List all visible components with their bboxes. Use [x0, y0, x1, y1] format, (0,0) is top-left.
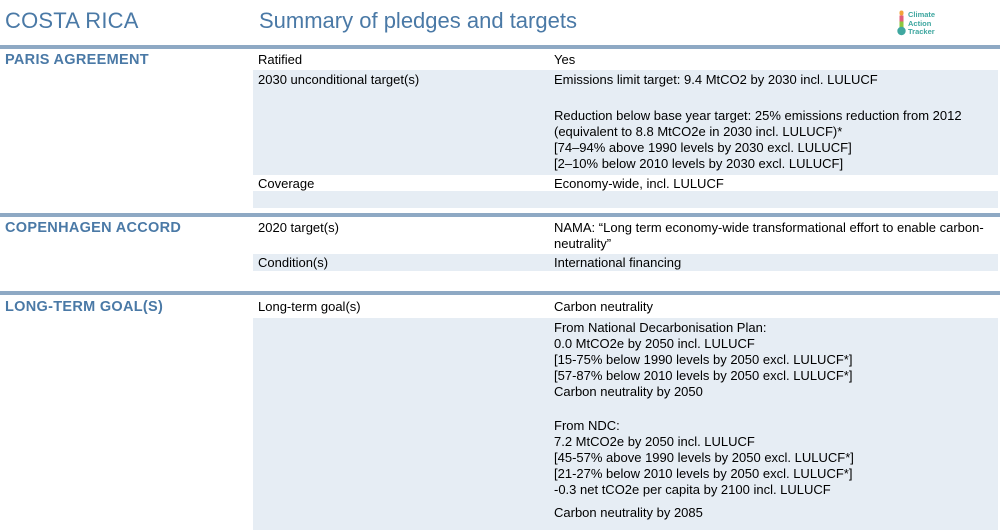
goal-line: [57-87% below 2010 levels by 2050 excl. LULUCF*]: [554, 368, 853, 383]
goal-line: From NDC:: [554, 418, 620, 433]
section-divider: [0, 213, 1000, 217]
row-value-conditions: International financing: [554, 255, 682, 270]
target-line: [74–94% above 1990 levels by 2030 excl. LULUCF]: [554, 140, 852, 155]
section-title-long-term: LONG-TERM GOAL(S): [5, 299, 164, 315]
row-label-2020-target: 2020 target(s): [258, 220, 339, 235]
target-line: Emissions limit target: 9.4 MtCO2 by 2030 incl. LULUCF: [554, 72, 878, 87]
section-divider: [0, 291, 1000, 295]
climate-action-tracker-logo: [897, 10, 957, 38]
row-label-long-term-goals: Long-term goal(s): [258, 299, 361, 314]
target-line: [2–10% below 2010 levels by 2030 excl. LULUCF]: [554, 156, 844, 171]
goal-line: [45-57% above 1990 levels by 2050 excl. LULUCF*]: [554, 450, 854, 465]
row-label-ratified: Ratified: [258, 52, 303, 67]
goal-line: From National Decarbonisation Plan:: [554, 320, 767, 335]
target-line: Reduction below base year target: 25% emissions reduction from 2012: [554, 108, 962, 123]
goal-line: [21-27% below 2010 levels by 2050 excl. LULUCF*]: [554, 466, 853, 481]
section-title-copenhagen: COPENHAGEN ACCORD: [5, 220, 182, 236]
logo-line: Tracker: [908, 27, 935, 36]
logo-line: Climate: [908, 10, 936, 19]
goal-line: [15-75% below 1990 levels by 2050 excl. LULUCF*]: [554, 352, 853, 367]
section-title-paris: PARIS AGREEMENT: [5, 52, 149, 68]
goal-line: 0.0 MtCO2e by 2050 incl. LULUCF: [554, 336, 755, 351]
row-label-2030-target: 2030 unconditional target(s): [258, 72, 420, 87]
row-label-conditions: Condition(s): [258, 255, 329, 270]
goal-line: Carbon neutrality by 2085: [554, 505, 703, 520]
row-label-coverage: Coverage: [258, 176, 315, 191]
row-band: [253, 191, 998, 208]
target-line: NAMA: “Long term economy-wide transformational effort to enable carbon-: [554, 220, 984, 235]
goal-line: -0.3 net tCO2e per capita by 2100 incl. LULUCF: [554, 482, 831, 497]
goal-line: Carbon neutrality by 2050: [554, 384, 703, 399]
page-header: [0, 0, 1000, 44]
page-title: Summary of pledges and targets: [259, 8, 577, 33]
country-name: COSTA RICA: [5, 8, 139, 33]
logo-line: Action: [908, 18, 932, 28]
target-line: neutrality”: [554, 236, 612, 251]
goal-line: 7.2 MtCO2e by 2050 incl. LULUCF: [554, 434, 755, 449]
row-value-long-term-goals: Carbon neutrality: [554, 299, 653, 314]
thermometer-icon: [897, 10, 906, 36]
row-value-coverage: Economy-wide, incl. LULUCF: [554, 176, 724, 191]
section-divider: [0, 45, 1000, 49]
target-line: (equivalent to 8.8 MtCO2e in 2030 incl. LULUCF)*: [554, 124, 843, 139]
logo-text: [908, 11, 935, 37]
row-value-ratified: Yes: [554, 52, 576, 67]
